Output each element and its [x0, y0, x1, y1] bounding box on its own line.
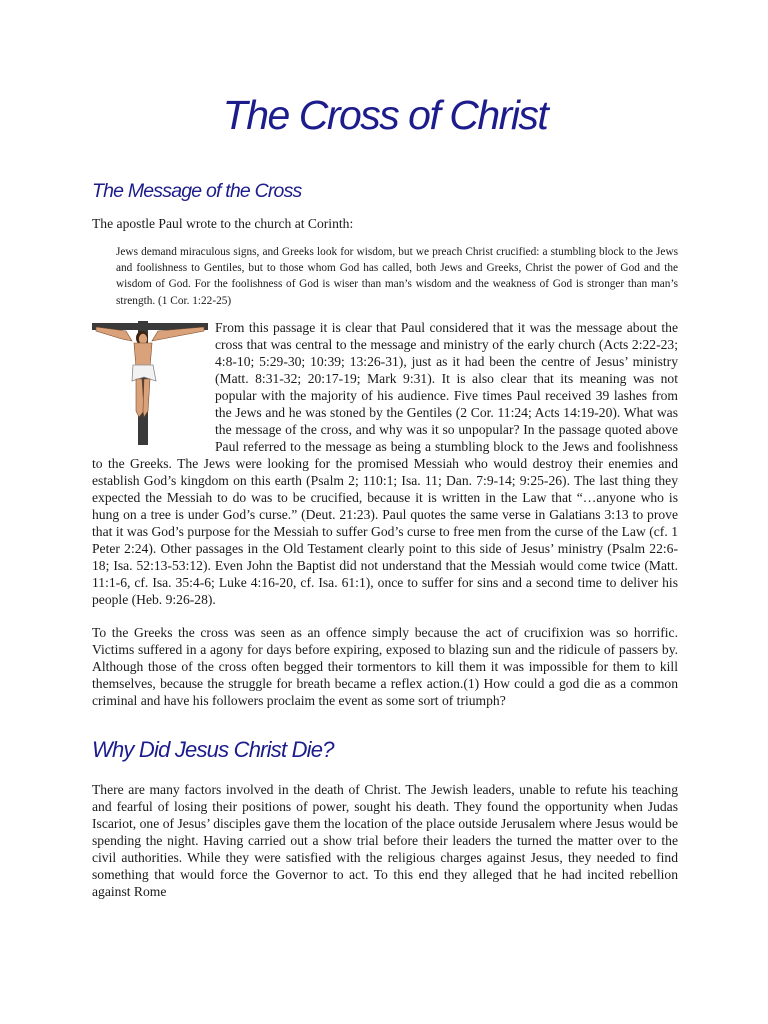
right-leg	[143, 379, 150, 417]
paragraph-with-illustration	[92, 319, 678, 608]
crucifix-illustration	[92, 319, 210, 445]
body-paragraph-3: There are many factors involved in the death of Christ. The Jewish leaders, unable to refute his teaching and fearful of losing their positions of power, sought his death. They found the opportunity when Judas Iscariot, one of Jesus’ disciples gave them the location of the place outside Jerusalem where Jesus would be spending the night. Having carried out a show trial before their leaders the turned the matter over to the civil authorities. While they were satisfied with the religious charges against Jesus, they needed to find something that would force the Governor to act. To this end they alleged that he had incited rebellion against Rome	[92, 781, 678, 899]
body-paragraph-1: From this passage it is clear that Paul considered that it was the message about the cross that was central to the message and ministry of the early church (Acts 2:22-23; 4:8-10; 5:29-30; 10:39; 13:26-31), just as it had been the centre of Jesus’ ministry (Matt. 8:31-32; 20:17-19; Mark 9:31). It is also clear that its meaning was not popular with the majority of his audience. Five times Paul received 39 lashes from the Jews and he was stoned by the Gentiles (2 Cor. 11:24; Acts 14:19-20). What was the message of the cross, and why was it so unpopular? In the passage quoted above Paul referred to the message as being a stumbling block to the Jews and foolishness to the Greeks. The Jews were looking for the promised Messiah who would destroy their enemies and establish God’s kingdom on this earth (Psalm 2; 110:1; Isa. 11; Dan. 7:9-14; 9:25-26). The last thing they expected the Messiah to do was to be crucified, because it is written in the Law that “…anyone who is hung on a tree is under God’s curse.” (Deut. 21:23). Paul quotes the same verse in Galatians 3:13 to prove that it was God’s purpose for the Messiah to suffer God’s curse to free men from the curse of the Law (cf. 1 Peter 2:24). Other passages in the Old Testament clearly point to this side of Jesus’ ministry (Psalm 22:6-18; Isa. 52:13-53:12). Even John the Baptist did not understand that the Messiah would come twice (Matt. 11:1-6, cf. Isa. 35:4-6; Luke 4:16-20, cf. Isa. 61:1), once to suffer for sins and a second time to deliver his people (Heb. 9:26-28).	[92, 319, 678, 607]
document-title: The Cross of Christ	[222, 92, 548, 138]
section-heading-message-of-the-cross: The Message of the Cross	[92, 180, 302, 202]
intro-paragraph: The apostle Paul wrote to the church at Corinth:	[92, 216, 354, 231]
section-heading-why-did-jesus-christ-die: Why Did Jesus Christ Die?	[92, 736, 334, 762]
scripture-quote: Jews demand miraculous signs, and Greeks look for wisdom, but we preach Christ crucified: a stumbling block to the Jews and foolishness to Gentiles, but to those whom God has called, both Jews and Greeks, Christ the power of God and the wisdom of God. For the foolishness of God is wiser than man’s wisdom and the weakness of God is stronger than man’s strength. (1 Cor. 1:22-25)	[116, 246, 678, 307]
document-page	[92, 0, 678, 900]
crucifix-icon	[92, 319, 210, 445]
body-paragraph-2: To the Greeks the cross was seen as an offence simply because the act of crucifixion was so horrific. Victims suffered in a agony for days before expiring, exposed to blazing sun and the ridicule of passers by. Although those of the cross often begged their tormentors to kill them it was impossible for them to kill themselves, because the struggle for breath became a reflex action.(1) How could a god die as a common criminal and have his followers proclaim the event as some sort of triumph?	[92, 624, 678, 708]
head	[139, 334, 147, 344]
torso	[134, 343, 152, 367]
